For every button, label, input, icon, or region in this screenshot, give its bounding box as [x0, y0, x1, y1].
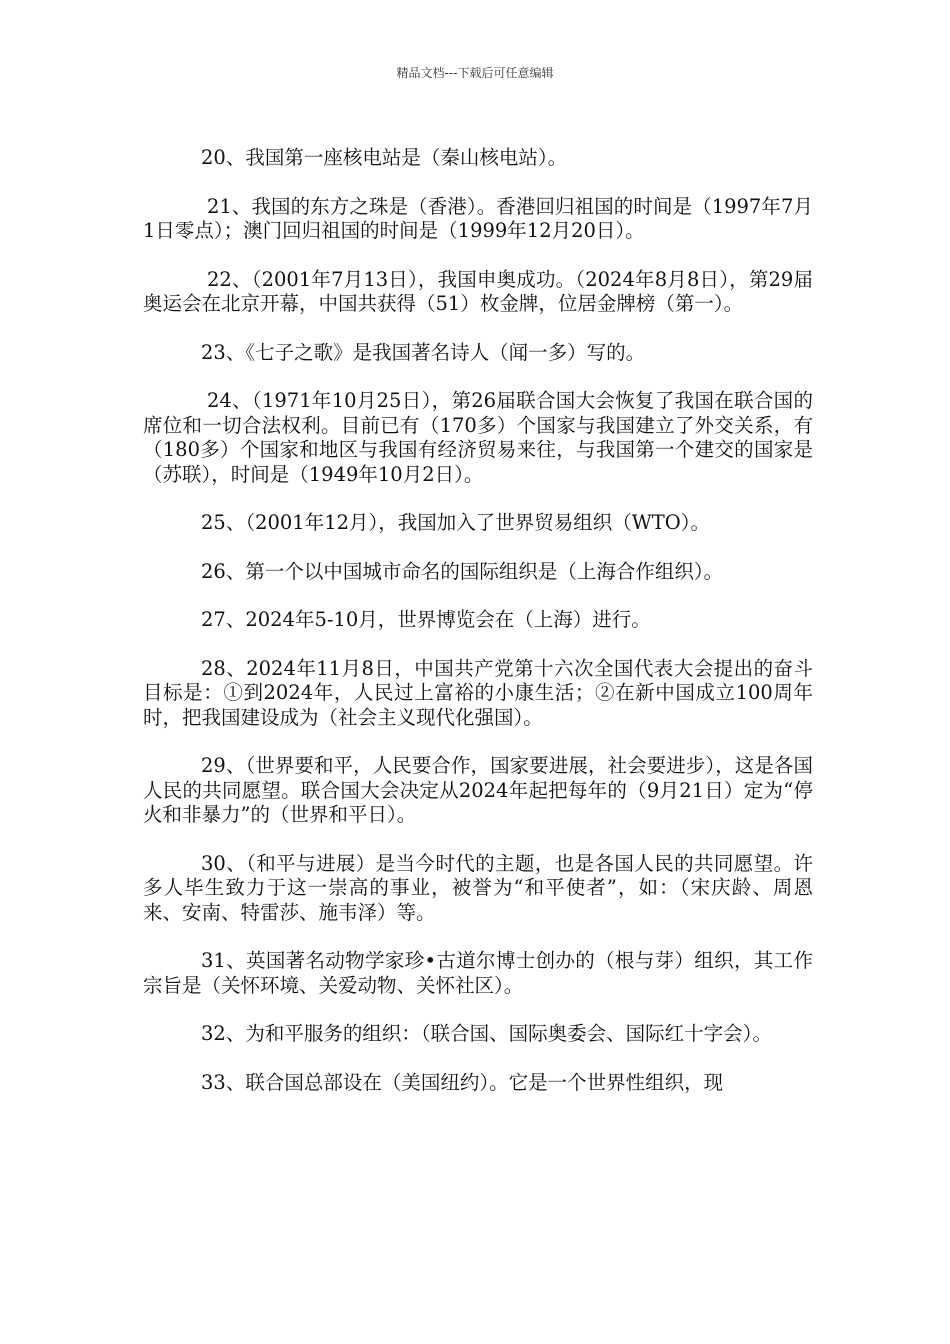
document-body	[143, 146, 813, 1119]
paragraph-29: 29、（世界要和平，人民要合作，国家要进展，社会要进步），这是各国人民的共同愿望。联合国大会决定从2024年起把每年的（9月21日）定为“停火和非暴力”的（世界和平日）。	[143, 754, 813, 826]
paragraph-26: 26、第一个以中国城市命名的国际组织是（上海合作组织）。	[201, 559, 724, 583]
paragraph-25: 25、（2001年12月），我国加入了世界贸易组织（WTO）。	[201, 511, 711, 534]
paragraph-21: 21、我国的东方之珠是（香港）。香港回归祖国的时间是（1997年7月1日零点）；澳门回归祖国的时间是（1999年12月20日）。	[143, 194, 813, 242]
paragraph-31: 31、英国著名动物学家珍•古道尔博士创办的（根与芽）组织，其工作宗旨是（关怀环境、关爱动物、关怀社区）。	[143, 949, 813, 997]
paragraph-22: 22、（2001年7月13日），我国申奥成功。（2024年8月8日），第29届奥运会在北京开幕，中国共获得（51）枚金牌，位居金牌榜（第一）。	[143, 267, 813, 315]
paragraph-27: 27、2024年5-10月，世界博览会在（上海）进行。	[201, 608, 651, 631]
paragraph-24: 24、（1971年10月25日），第26届联合国大会恢复了我国在联合国的席位和一切合法权利。目前已有（170多）个国家与我国建立了外交关系，有（180多）个国家和地区与我国有经济贸易来往，与我国第一个建交的国家是（苏联），时间是（1949年10月2日）。	[143, 389, 813, 486]
paragraph-23: 23、《七子之歌》是我国著名诗人（闻一多）写的。	[201, 340, 646, 364]
paragraph-28: 28、2024年11月8日，中国共产党第十六次全国代表大会提出的奋斗目标是：①到2024年，人民过上富裕的小康生活；②在新中国成立100周年时，把我国建设成为（社会主义现代化强国）。	[143, 656, 813, 729]
paragraph-20: 20、我国第一座核电站是（秦山核电站）。	[201, 146, 568, 169]
paragraph-33: 33、联合国总部设在（美国纽约）。它是一个世界性组织，现	[201, 1070, 724, 1094]
paragraph-30: 30、（和平与进展）是当今时代的主题，也是各国人民的共同愿望。许多人毕生致力于这一崇高的事业，被誉为“和平使者”，如：（宋庆龄、周恩来、安南、特雷莎、施韦泽）等。	[143, 851, 813, 924]
page-header: 精品文档---下载后可任意编辑	[396, 66, 554, 80]
paragraph-32: 32、为和平服务的组织：（联合国、国际奥委会、国际红十字会）。	[201, 1022, 772, 1045]
